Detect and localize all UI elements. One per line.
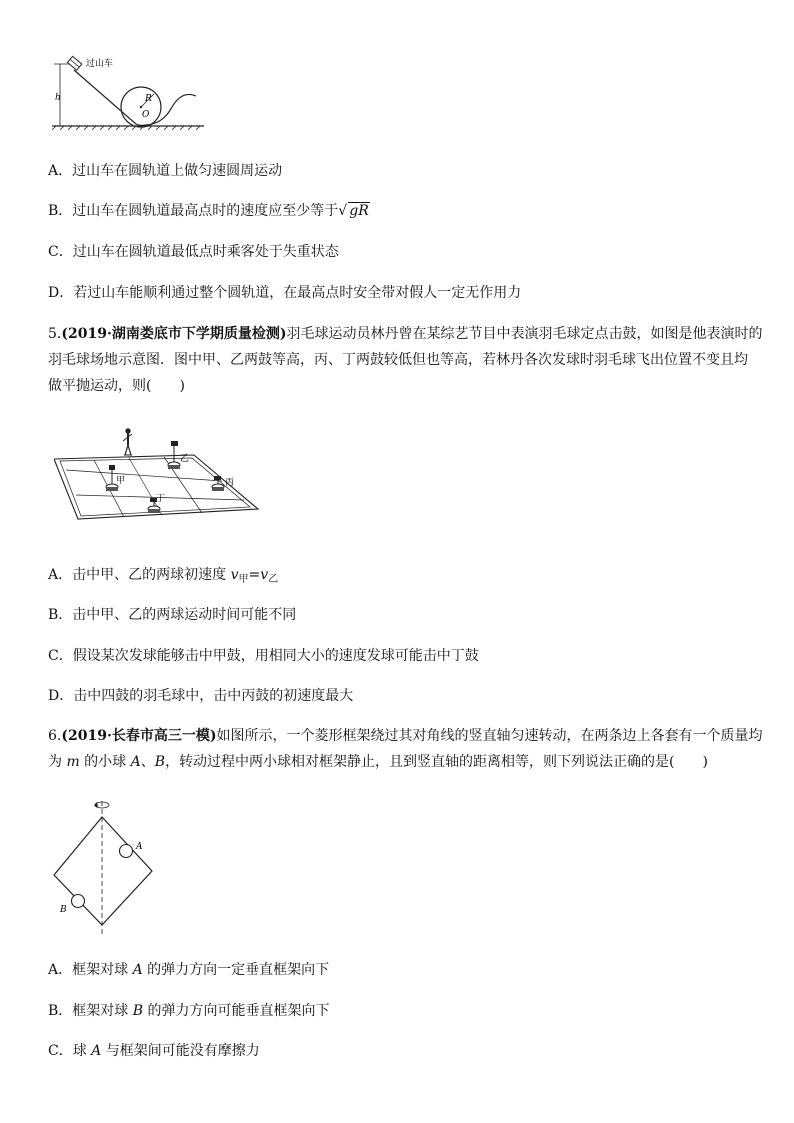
var-b: B bbox=[154, 754, 166, 770]
q4-option-b bbox=[48, 201, 370, 221]
q5-option-b: B．击中甲、乙的两球运动时间可能不同 bbox=[48, 607, 297, 623]
sub-yi: 乙 bbox=[268, 574, 279, 585]
q6-option-b-text-1: B．框架对球 bbox=[48, 1003, 133, 1019]
var-r: R bbox=[358, 203, 369, 219]
center-label: O bbox=[142, 110, 150, 120]
q5-option-a bbox=[48, 565, 278, 590]
exit-hill bbox=[146, 94, 196, 125]
equals-sign: = bbox=[248, 567, 261, 583]
q6-option-a bbox=[48, 960, 329, 980]
var-a: A bbox=[130, 754, 141, 770]
q6-source: (2019·长春市高三一模) bbox=[61, 728, 217, 744]
q5-option-d: D．击中四鼓的羽毛球中，击中丙鼓的初速度最大 bbox=[48, 688, 354, 704]
q6-option-c-var: A bbox=[91, 1043, 102, 1059]
q5-line-1 bbox=[48, 321, 762, 347]
label-yi: 乙 bbox=[180, 454, 190, 464]
q5-option-a-text: A．击中甲、乙的两球初速度 bbox=[48, 567, 231, 583]
q4-option-a: A．过山车在圆轨道上做匀速圆周运动 bbox=[48, 163, 283, 179]
q4-option-c: C．过山车在圆轨道最低点时乘客处于失重状态 bbox=[48, 244, 339, 260]
q5-source: (2019·湖南娄底市下学期质量检测) bbox=[61, 326, 287, 342]
q6-line-2 bbox=[48, 749, 762, 775]
label-bing: 丙 bbox=[225, 478, 235, 488]
var-v-jia: v bbox=[230, 567, 239, 583]
q6-option-c-text-1: C．球 bbox=[48, 1043, 92, 1059]
var-m: m bbox=[66, 754, 80, 770]
sqrt-symbol: √ bbox=[338, 203, 348, 219]
q5-stem bbox=[48, 321, 762, 399]
q6-line2-d: ，转动过程中两小球相对框架静止，且到竖直轴的距离相等，则下列说法正确的是( ) bbox=[165, 754, 708, 770]
q6-option-c-text-2: 与框架间可能没有摩擦力 bbox=[101, 1043, 260, 1059]
q4-option-d: D．若过山车能顺利通过整个圆轨道，在最高点时安全带对假人一定无作用力 bbox=[48, 285, 522, 301]
badminton-court-figure bbox=[54, 425, 264, 525]
q6-option-a-text-2: 的弹力方向一定垂直框架向下 bbox=[142, 962, 330, 978]
rhombus-frame-figure bbox=[52, 797, 164, 939]
height-label: h bbox=[55, 93, 61, 103]
q5-line1-text: 羽毛球运动员林丹曾在某综艺节目中表演羽毛球定点击鼓，如图是他表演时的 bbox=[286, 326, 763, 342]
q6-line2-b: 的小球 bbox=[79, 754, 131, 770]
ball-b bbox=[72, 895, 85, 908]
rhombus-frame bbox=[54, 817, 152, 925]
roller-coaster-figure bbox=[48, 52, 208, 134]
q5-line-2: 羽毛球场地示意图．图中甲、乙两鼓等高，丙、丁两鼓较低但也等高，若林丹各次发球时羽毛球飞出位置不变且均 bbox=[48, 352, 748, 368]
var-g: g bbox=[349, 203, 359, 219]
var-v-yi: v bbox=[260, 567, 269, 583]
center-dot bbox=[140, 106, 142, 108]
ball-a bbox=[120, 845, 133, 858]
q4-option-b-text: B．过山车在圆轨道最高点时的速度应至少等于 bbox=[48, 203, 339, 219]
q5-number: 5. bbox=[48, 326, 62, 342]
label-ding: 丁 bbox=[156, 494, 166, 504]
label-ball-a: A bbox=[136, 842, 143, 852]
q6-line2-c: 、 bbox=[140, 754, 155, 770]
q6-option-c bbox=[48, 1041, 260, 1061]
q6-line-1 bbox=[48, 723, 762, 749]
q6-option-b bbox=[48, 1001, 330, 1021]
sqrt-radicand bbox=[348, 202, 370, 219]
sub-jia: 甲 bbox=[238, 574, 249, 585]
q6-option-a-var: A bbox=[132, 962, 143, 978]
player-icon bbox=[123, 429, 132, 455]
track bbox=[74, 70, 146, 125]
q6-stem bbox=[48, 723, 762, 775]
car-label: 过山车 bbox=[86, 59, 114, 69]
q5-option-c: C．假设某次发球能够击中甲鼓，用相同大小的速度发球可能击中丁鼓 bbox=[48, 648, 479, 664]
q6-option-b-text-2: 的弹力方向可能垂直框架向下 bbox=[143, 1003, 330, 1019]
label-ball-b: B bbox=[60, 905, 67, 915]
q5-line-3: 做平抛运动，则( ) bbox=[48, 378, 185, 394]
radius-label: R bbox=[145, 94, 152, 104]
q6-option-a-text-1: A．框架对球 bbox=[48, 962, 133, 978]
label-jia: 甲 bbox=[116, 476, 126, 486]
q6-number: 6. bbox=[48, 728, 62, 744]
q6-option-b-var: B bbox=[132, 1003, 144, 1019]
rotation-arrow-icon bbox=[94, 802, 109, 808]
court-line-1 bbox=[66, 470, 222, 481]
q6-line2-a: 为 bbox=[48, 754, 67, 770]
q6-line1-text: 如图所示，一个菱形框架绕过其对角线的竖直轴匀速转动，在两条边上各套有一个质量均 bbox=[216, 728, 763, 744]
car-icon bbox=[67, 56, 81, 70]
